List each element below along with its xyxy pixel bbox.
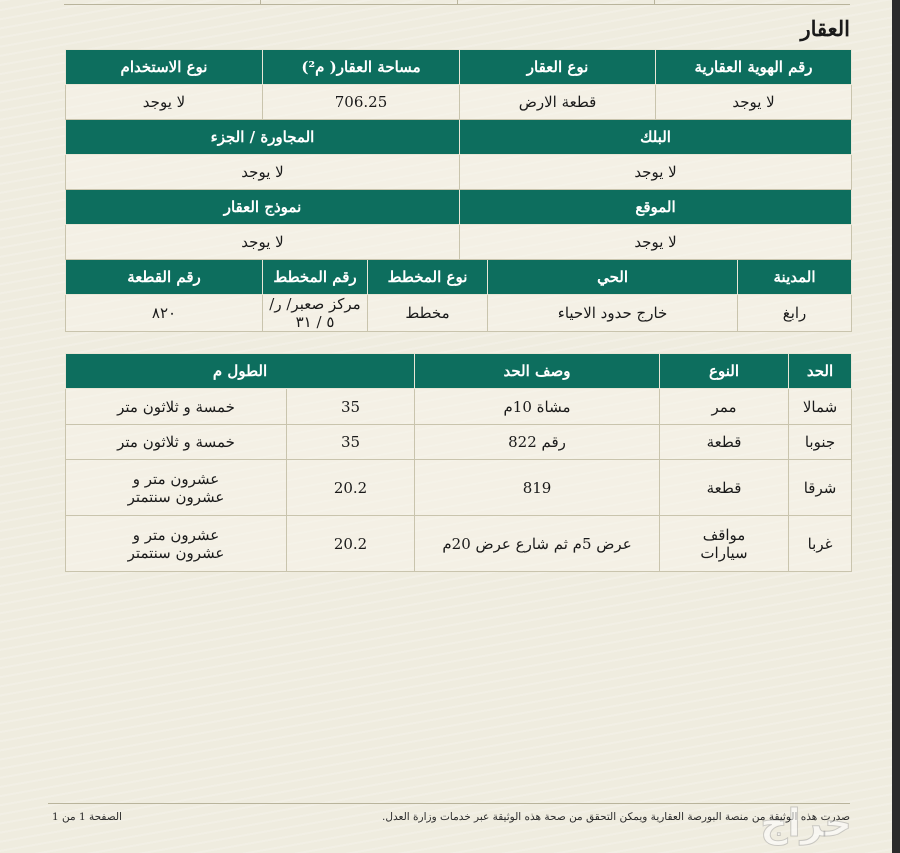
- boundary-side: جنوبا: [789, 425, 852, 460]
- value-district: خارج حدود الاحياء: [488, 295, 738, 332]
- header-boundary-description: وصف الحد: [415, 354, 660, 389]
- header-real-estate-id: رقم الهوية العقارية: [656, 50, 852, 85]
- header-city: المدينة: [738, 260, 852, 295]
- boundary-description: رقم 822: [415, 425, 660, 460]
- section-title: العقار: [800, 16, 850, 41]
- property-value-row-2: [66, 155, 852, 190]
- boundary-side: شرقا: [789, 460, 852, 516]
- right-edge-bar: [892, 0, 900, 853]
- value-location: لا يوجد: [460, 225, 852, 260]
- table-row: [66, 460, 852, 516]
- value-block: لا يوجد: [460, 155, 852, 190]
- header-type: النوع: [660, 354, 789, 389]
- table-row: [66, 425, 852, 460]
- boundary-type: قطعة: [660, 460, 789, 516]
- value-property-area: 706.25: [263, 85, 460, 120]
- table-row: [66, 389, 852, 425]
- header-plan-number: رقم المخطط: [263, 260, 368, 295]
- table-row: [66, 516, 852, 572]
- property-header-row-1: [66, 50, 852, 85]
- value-usage-type: لا يوجد: [66, 85, 263, 120]
- watermark-logo: حراج: [760, 801, 852, 845]
- header-property-area: مساحة العقار( م²): [263, 50, 460, 85]
- header-property-type: نوع العقار: [460, 50, 656, 85]
- top-divider: [64, 0, 850, 5]
- boundary-description: مشاة 10م: [415, 389, 660, 425]
- boundary-length-text: عشرون متر و عشرون سنتمتر: [66, 516, 287, 572]
- header-length: الطول م: [66, 354, 415, 389]
- property-header-row-3: [66, 190, 852, 225]
- header-property-model: نموذج العقار: [66, 190, 460, 225]
- boundary-description: 819: [415, 460, 660, 516]
- header-neighbourhood-part: المجاورة / الجزء: [66, 120, 460, 155]
- boundary-side: غربا: [789, 516, 852, 572]
- value-plan-type: مخطط: [368, 295, 488, 332]
- property-table: [65, 49, 852, 332]
- boundary-length-number: 35: [287, 389, 415, 425]
- boundary-length-text: عشرون متر و عشرون سنتمتر: [66, 460, 287, 516]
- boundary-type: مواقف سيارات: [660, 516, 789, 572]
- boundary-side: شمالا: [789, 389, 852, 425]
- property-header-row-2: [66, 120, 852, 155]
- property-value-row-1: [66, 85, 852, 120]
- boundary-type: قطعة: [660, 425, 789, 460]
- value-property-model: لا يوجد: [66, 225, 460, 260]
- header-location: الموقع: [460, 190, 852, 225]
- header-district: الحي: [488, 260, 738, 295]
- property-value-row-3: [66, 225, 852, 260]
- value-city: رابغ: [738, 295, 852, 332]
- value-plan-number: مركز صعبر/ ر/ ٥ / ٣١: [263, 295, 368, 332]
- header-block: البلك: [460, 120, 852, 155]
- footer-verification-note: صدرت هذه الوثيقة من منصة البورصة العقارية ويمكن التحقق من صحة هذه الوثيقة عبر خدمات وزارة العدل.: [382, 811, 850, 823]
- boundary-length-number: 20.2: [287, 516, 415, 572]
- header-usage-type: نوع الاستخدام: [66, 50, 263, 85]
- value-real-estate-id: لا يوجد: [656, 85, 852, 120]
- boundary-length-text: خمسة و ثلاثون متر: [66, 389, 287, 425]
- property-value-row-4: [66, 295, 852, 332]
- value-plot-number: ٨٢٠: [66, 295, 263, 332]
- boundary-type: ممر: [660, 389, 789, 425]
- property-header-row-4: [66, 260, 852, 295]
- page-number: الصفحة 1 من 1: [52, 811, 122, 823]
- boundary-length-text: خمسة و ثلاثون متر: [66, 425, 287, 460]
- boundaries-header-row: [66, 354, 852, 389]
- value-neighbourhood-part: لا يوجد: [66, 155, 460, 190]
- boundary-length-number: 20.2: [287, 460, 415, 516]
- header-plan-type: نوع المخطط: [368, 260, 488, 295]
- header-plot-number: رقم القطعة: [66, 260, 263, 295]
- boundary-length-number: 35: [287, 425, 415, 460]
- value-property-type: قطعة الارض: [460, 85, 656, 120]
- header-boundary: الحد: [789, 354, 852, 389]
- boundaries-table: [65, 353, 852, 572]
- boundary-description: عرض 5م ثم شارع عرض 20م: [415, 516, 660, 572]
